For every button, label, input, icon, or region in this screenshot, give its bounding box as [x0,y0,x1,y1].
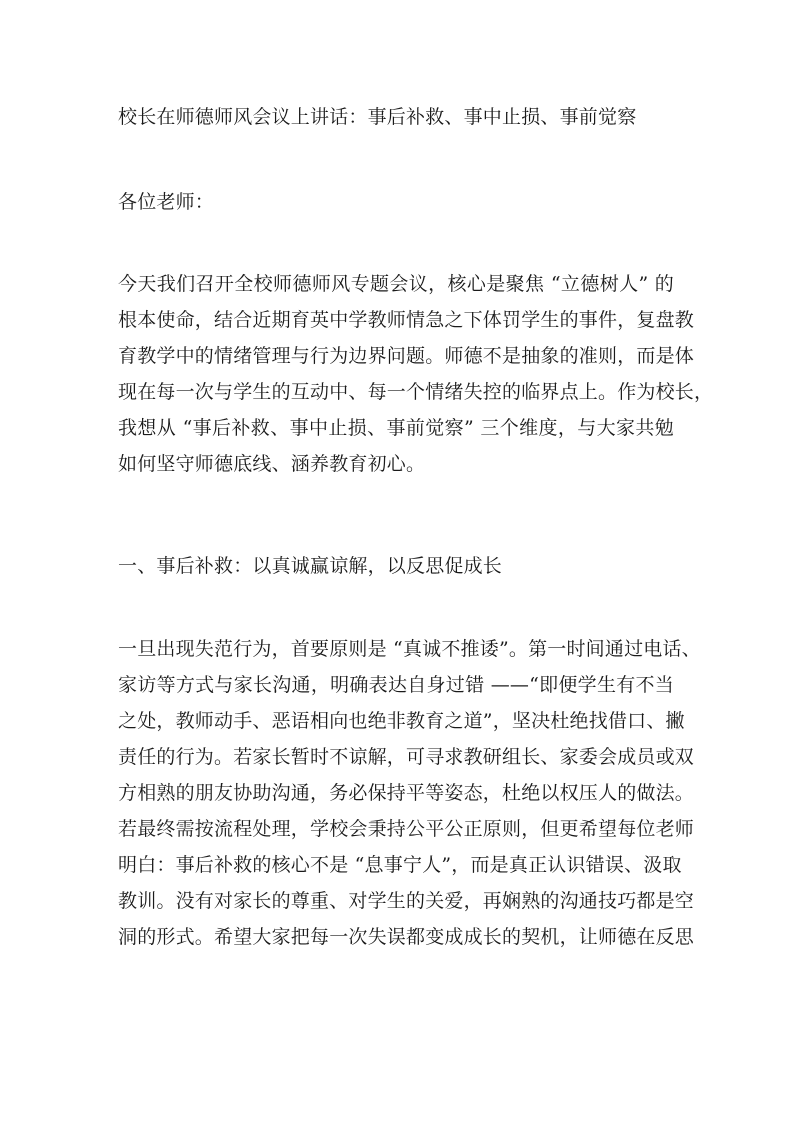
intro-line: 育教学中的情绪管理与行为边界问题。师德不是抽象的准则，而是体 [118,345,695,367]
body-line: 洞的形式。希望大家把每一次失误都变成成长的契机，让师德在反思 [118,926,695,948]
document-title: 校长在师德师风会议上讲话：事后补救、事中止损、事前觉察 [118,106,637,128]
intro-line: 如何坚守师德底线、涵养教育初心。 [118,453,426,475]
intro-line: 今天我们召开全校师德师风专题会议，核心是聚焦 “立德树人” 的 [118,273,674,295]
intro-line: 现在每一次与学生的互动中、每一个情绪失控的临界点上。作为校长， [118,381,714,403]
body-line: 责任的行为。若家长暂时不谅解，可寻求教研组长、家委会成员或双 [118,746,695,768]
body-line: 家访等方式与家长沟通，明确表达自身过错 ——“即便学生有不当 [118,674,674,696]
body-line: 教训。没有对家长的尊重、对学生的关爱，再娴熟的沟通技巧都是空 [118,890,695,912]
body-line: 明白：事后补救的核心不是 “息事宁人”，而是真正认识错误、汲取 [118,854,682,876]
body-line: 方相熟的朋友协助沟通，务必保持平等姿态，杜绝以权压人的做法。 [118,782,695,804]
body-line: 之处，教师动手、恶语相向也绝非教育之道”，坚决杜绝找借口、撇 [118,710,685,732]
salutation: 各位老师： [118,191,215,213]
body-line: 若最终需按流程处理，学校会秉持公平公正原则，但更希望每位老师 [118,818,695,840]
intro-line: 我想从 “事后补救、事中止损、事前觉察” 三个维度，与大家共勉 [118,417,674,439]
body-line: 一旦出现失范行为，首要原则是 “真诚不推诿”。第一时间通过电话、 [118,638,701,660]
intro-line: 根本使命，结合近期育英中学教师情急之下体罚学生的事件，复盘教 [118,309,695,331]
section-heading: 一、事后补救：以真诚赢谅解，以反思促成长 [118,555,503,577]
